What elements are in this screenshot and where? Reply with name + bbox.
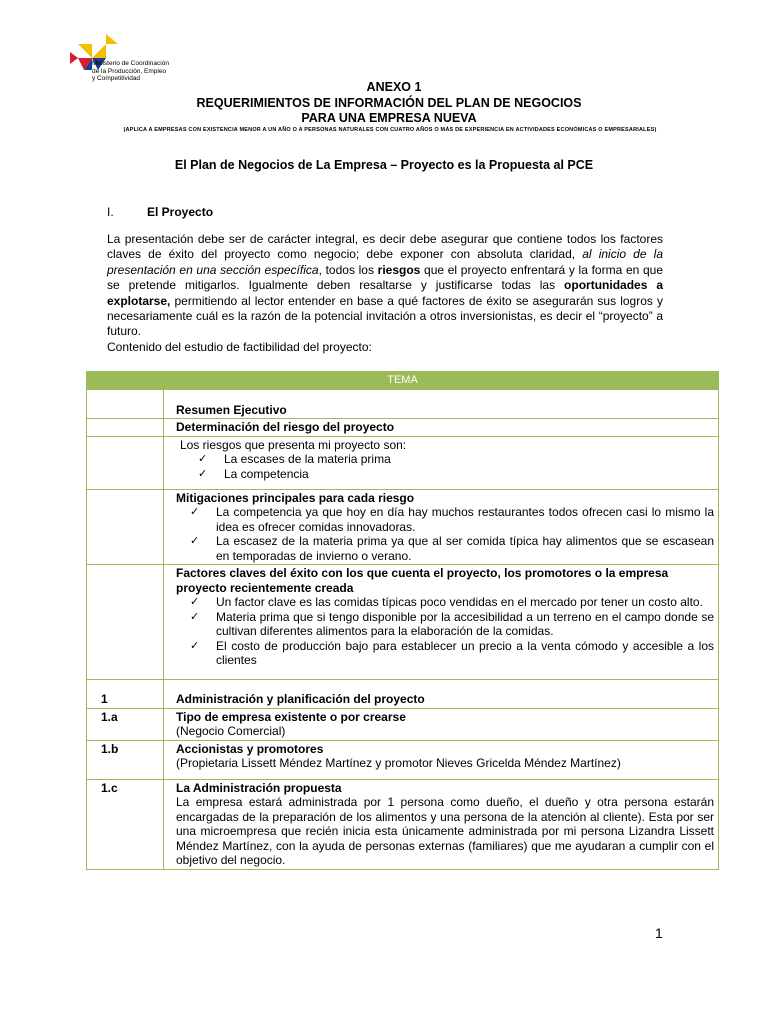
table-row (87, 779, 719, 869)
row-number: 1 (87, 680, 164, 709)
table-row (87, 489, 719, 565)
mitig-content (164, 489, 719, 565)
row-number: 1.a (87, 708, 164, 740)
list-item: ✓ La escases de la materia prima (198, 452, 714, 467)
document-title: REQUERIMIENTOS DE INFORMACIÓN DEL PLAN DE NEGOCIOS (196, 96, 582, 110)
table-row (87, 419, 719, 437)
logo-line: y Competitividad (92, 75, 141, 82)
table-row (87, 402, 719, 419)
para-italic: al inicio de la presentación en una sección específica (107, 247, 663, 277)
list-item: ✓ Materia prima que si tengo disponible por la accesibilidad a un terreno en el campo donde se cultivan diferentes alimentos para la elaboración de la comidas. (190, 610, 714, 639)
table-row (87, 389, 719, 402)
table-row (87, 708, 719, 740)
admin-propuesta-text: La empresa estará administrada por 1 persona como dueño, el dueño y otra persona estarán encargadas de la preparación de los alimentos y una persona de la atención al cliente). Esta por ser una microempresa que recién inicia esta únicamente administrada por mi persona Lizandra Lissett Méndez Martínez, con la ayuda de personas externas (familiares) que me ayudaran a cumplir con el objetivo del negocio. (176, 795, 714, 867)
applicability-note: (APLICA A EMPRESAS CON EXISTENCIA MENOR A UN AÑO O A PERSONAS NATURALES CON CUATRO AÑOS O MÁS DE EXPERIENCIA EN ACTIVIDADES ECONÓMICAS O EMPRESARIALES) (123, 127, 657, 133)
row-number: 1.b (87, 740, 164, 779)
row-number (87, 389, 164, 402)
row-number (87, 565, 164, 680)
list-item: ✓ La competencia ya que hoy en día hay muchos restaurantes todos ofrecen casi lo mismo la idea es ofrecer comidas innovadoras. (190, 505, 714, 534)
riesgo-title: Determinación del riesgo del proyecto (164, 419, 719, 437)
riesgo-list (180, 452, 714, 481)
para-text: La presentación debe ser de carácter integral, es decir debe asegurar que contiene todos los factores claves de éxito del proyecto como negocio; debe exponer con absoluta claridad, (107, 232, 663, 262)
content-intro: Contenido del estudio de factibilidad del proyecto: (107, 340, 372, 354)
admin-propuesta-title: La Administración propuesta (176, 780, 342, 795)
admin-propuesta-content (164, 779, 719, 869)
riesgo-content (164, 436, 719, 489)
factores-content (164, 565, 719, 680)
row-number (87, 419, 164, 437)
logo-line: Ministerio de Coordinación (92, 60, 169, 67)
riesgo-intro: Los riesgos que presenta mi proyecto son: (180, 437, 407, 452)
mitig-title: Mitigaciones principales para cada riesgo (176, 490, 415, 505)
factores-title: Factores claves del éxito con los que cuenta el proyecto, los promotores o la empresa proyecto recientemente creada (176, 566, 669, 595)
table-row (87, 740, 719, 779)
topics-table (86, 371, 719, 870)
section-number: I. (107, 205, 114, 219)
table-row (87, 565, 719, 680)
mitig-list (176, 505, 714, 563)
list-item: ✓ La escasez de la materia prima ya que al ser comida típica hay alimentos que se escasean en temporadas de invierno o verano. (190, 534, 714, 563)
row-number (87, 436, 164, 489)
logo-line: de la Producción, Empleo (92, 67, 167, 75)
tema-header: TEMA (87, 372, 719, 390)
para-bold: oportunidades a explotarse, (107, 278, 664, 308)
list-item: ✓ Un factor clave es las comidas típicas poco vendidas en el mercado por tener un costo alto. (190, 595, 714, 610)
list-item: ✓ El costo de producción bajo para establecer un precio a la venta cómodo y accesible a los clientes (190, 639, 714, 668)
list-item: ✓ La competencia (198, 467, 714, 482)
para-text: permitiendo al lector entender en base a qué factores de éxito se asegurarán sus logros y necesariamente cuál es la razón de la potencial invitación a otros inversionistas, es decir el “proyecto” a futuro. (107, 293, 663, 339)
para-bold: riesgos (377, 262, 421, 277)
row-number (87, 402, 164, 419)
section-title: El Proyecto (147, 205, 214, 219)
document-subtitle: PARA UNA EMPRESA NUEVA (301, 111, 477, 125)
admin-title: Administración y planificación del proyecto (164, 680, 719, 709)
tipo-text: (Negocio Comercial) (176, 724, 286, 738)
resumen-title: Resumen Ejecutivo (164, 402, 719, 419)
accionistas-text: (Propietaria Lissett Méndez Martínez y promotor Nieves Gricelda Méndez Martínez) (176, 756, 621, 770)
annex-title: ANEXO 1 (366, 80, 422, 94)
row-number (87, 489, 164, 565)
para-text: que el proyecto enfrentará y la forma en que se pretende mitigarlos. Igualmente deben resaltarse y justificarse todas las (107, 262, 664, 293)
proposal-heading: El Plan de Negocios de La Empresa – Proyecto es la Propuesta al PCE (174, 158, 594, 172)
factores-list (176, 595, 714, 668)
project-description (107, 232, 663, 340)
row-content (164, 389, 719, 402)
para-text: , todos los (318, 262, 378, 277)
row-number: 1.c (87, 779, 164, 869)
table-row (87, 436, 719, 489)
page-number: 1 (655, 925, 663, 941)
table-header (87, 372, 719, 390)
table-row (87, 680, 719, 709)
section-heading (107, 205, 213, 219)
tipo-title: Tipo de empresa existente o por crearse (176, 709, 406, 724)
accionistas-title: Accionistas y promotores (176, 741, 324, 756)
tipo-content (164, 708, 719, 740)
accionistas-content (164, 740, 719, 779)
